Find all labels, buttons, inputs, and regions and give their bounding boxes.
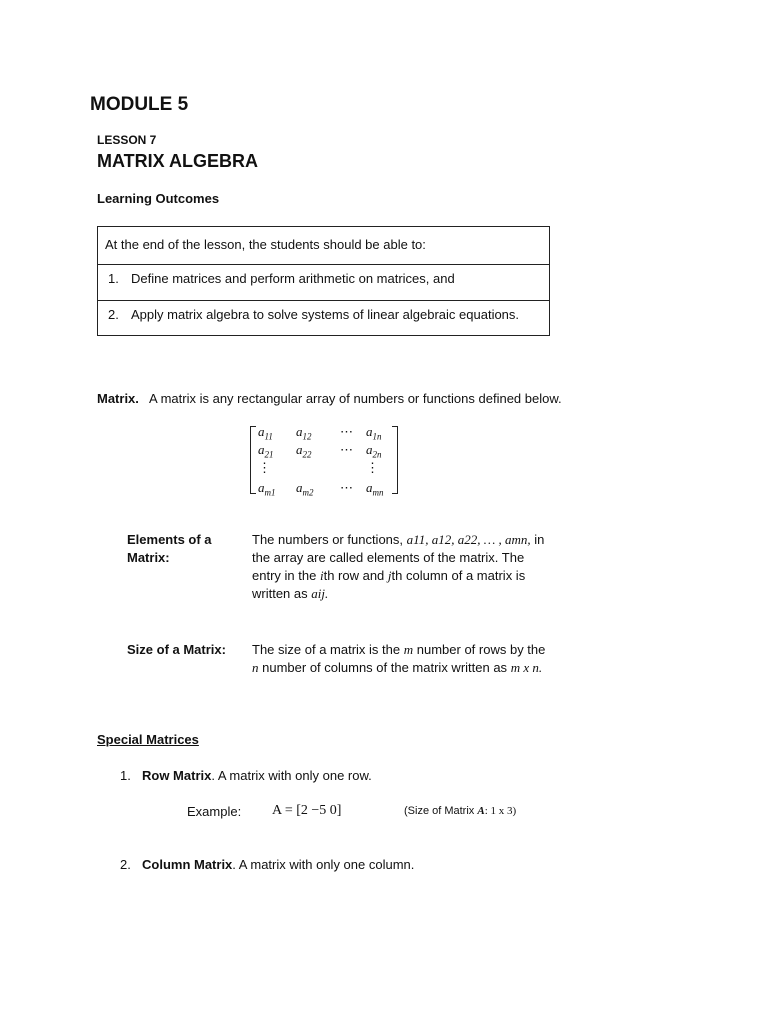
general-matrix — [248, 424, 400, 496]
matrix-entry: $a_{12}$ — [296, 424, 312, 442]
elements-text: in the array are called elements of the matrix. The entry in the — [252, 532, 545, 583]
size-label: Size of a Matrix: — [127, 642, 226, 657]
column-matrix-term: Column Matrix — [142, 857, 233, 872]
matrix-entry: $a_{m2}$ — [296, 480, 314, 498]
size-text: number of columns of the matrix written as — [262, 660, 508, 675]
module-title: MODULE 5 — [90, 94, 189, 115]
row-matrix-size — [404, 805, 516, 817]
size-text: number of rows by the — [416, 642, 546, 657]
row-matrix-term: Row Matrix — [142, 768, 212, 783]
matrix-entry: $a_{11}$ — [258, 424, 273, 442]
learning-outcomes-heading: Learning Outcomes — [97, 191, 220, 206]
size-var: A — [477, 805, 485, 817]
outcomes-intro: At the end of the lesson, the students should be able to: — [105, 237, 426, 252]
learning-outcomes-box — [97, 226, 550, 336]
elements-description — [252, 531, 546, 603]
outcome-text: Apply matrix algebra to solve systems of linear algebraic equations. — [131, 307, 520, 322]
row-matrix-text: . A matrix with only one row. — [211, 768, 372, 783]
elements-text: The numbers or functions, — [252, 532, 404, 547]
matrix-entry: $a_{mn}$ — [366, 480, 384, 498]
item-number: 1. — [120, 768, 131, 783]
outcome-row — [98, 264, 549, 301]
math-aij: aij. — [311, 586, 329, 601]
size-prefix: (Size of Matrix — [404, 805, 475, 817]
elements-text: th row and — [323, 568, 385, 583]
matrix-entry: $a_{22}$ — [296, 442, 312, 460]
matrix-entry: ⋯ — [340, 480, 353, 495]
matrix-entry: ⋯ — [340, 442, 353, 457]
example-label: Example: — [187, 804, 242, 819]
special-matrices-heading: Special Matrices — [97, 732, 199, 747]
matrix-right-bracket — [392, 426, 398, 494]
outcome-text: Define matrices and perform arithmetic on matrices, and — [131, 271, 455, 286]
outcome-number: 1. — [108, 271, 119, 286]
matrix-term: Matrix. — [97, 391, 139, 406]
matrix-entry: $a_{21}$ — [258, 442, 274, 460]
elements-math: a11, a12, a22, … , amn, — [406, 532, 531, 547]
math-i: i — [319, 568, 324, 583]
row-matrix-item — [120, 768, 372, 783]
matrix-entry: $a_{2n}$ — [366, 442, 382, 460]
matrix-definition-text: A matrix is any rectangular array of numbers or functions defined below. — [149, 391, 562, 406]
row-matrix-example: A = [2 −5 0] — [272, 803, 342, 818]
elements-label: Elements of a Matrix: — [127, 532, 212, 565]
math-j: j — [387, 568, 392, 583]
column-matrix-text: . A matrix with only one column. — [232, 857, 415, 872]
elements-text: th column of a matrix is written as — [252, 568, 526, 601]
item-number: 2. — [120, 857, 131, 872]
matrix-entry: ⋯ — [340, 424, 353, 439]
outcomes-intro-row — [98, 227, 549, 265]
matrix-entry: ⋮ — [366, 460, 379, 475]
math-m: m — [403, 642, 414, 657]
outcome-row — [98, 300, 549, 336]
column-matrix-item — [120, 857, 414, 872]
lesson-label: LESSON 7 — [97, 133, 157, 147]
matrix-entry: $a_{1n}$ — [366, 424, 382, 442]
size-description — [252, 641, 546, 677]
math-n: n — [252, 660, 259, 675]
size-value: : 1 x 3) — [484, 805, 517, 817]
lesson-title: MATRIX ALGEBRA — [97, 151, 258, 171]
matrix-left-bracket — [250, 426, 256, 494]
matrix-definition — [97, 391, 562, 406]
matrix-entry: $a_{m1}$ — [258, 480, 276, 498]
math-mxn: m x n. — [510, 660, 543, 675]
outcome-number: 2. — [108, 307, 119, 322]
matrix-entry: ⋮ — [258, 460, 271, 475]
size-text: The size of a matrix is the — [252, 642, 401, 657]
